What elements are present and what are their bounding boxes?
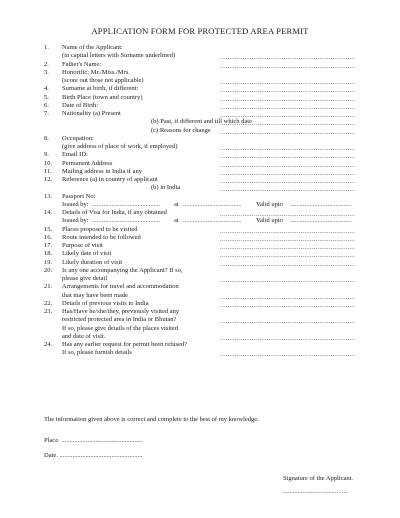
- item-number: 12.: [44, 176, 53, 183]
- form-row: [0, 85, 400, 93]
- item-label: Likely duration of visit: [62, 258, 123, 266]
- item-label: Mailing address in India if any: [62, 167, 142, 175]
- form-row: [0, 209, 400, 217]
- item-label: If so, please give details of the places visited: [62, 324, 179, 332]
- form-row: [0, 242, 400, 250]
- item-number: 8.: [44, 134, 49, 142]
- form-row: [0, 341, 400, 349]
- item-label: Surname at birth, if different:: [62, 85, 139, 93]
- item-label: Reference (a) in country of applicant: [62, 176, 158, 183]
- item-label: Is any one accompanying the Applicant? If so,: [62, 266, 183, 274]
- item-number: 9.: [44, 151, 49, 159]
- form-title: APPLICATION FORM FOR PROTECTED AREA PERMIT: [91, 26, 309, 36]
- item-number: 4.: [44, 85, 49, 93]
- form-row: [0, 226, 400, 234]
- answer-field[interactable]: ........................................................................: [220, 112, 355, 119]
- item-number: 21.: [44, 283, 53, 291]
- item-label: Nationality (a) Present: [62, 110, 121, 117]
- item-label: (give address of place of work, if employed): [62, 143, 178, 150]
- date-field[interactable]: Date. ...................................................: [44, 452, 143, 459]
- form-row: [0, 176, 400, 184]
- item-label: Route intended to be followed: [62, 233, 141, 241]
- form-row: [0, 316, 400, 324]
- answer-field[interactable]: ........................................................................: [220, 120, 355, 128]
- answer-field[interactable]: ........................................................................: [220, 145, 355, 152]
- item-number: 17.: [44, 242, 53, 249]
- form-row: [0, 61, 400, 69]
- answer-field[interactable]: ........................................................................: [220, 334, 355, 342]
- item-number: 6.: [44, 101, 49, 109]
- item-label: restricted protected area in India or Bhutan?: [62, 316, 177, 324]
- item-number: 23.: [44, 308, 53, 315]
- answer-field[interactable]: ........................................................................: [220, 153, 355, 161]
- issue-place-field[interactable]: ....................................: [183, 217, 242, 225]
- item-number: 7.: [44, 110, 49, 117]
- item-number: 11.: [44, 167, 52, 175]
- item-label: Details of Visa for India, if any obtained: [62, 209, 167, 216]
- answer-field[interactable]: ........................................................................: [220, 128, 355, 136]
- answer-field[interactable]: ........................................................................: [220, 252, 355, 260]
- answer-field[interactable]: ........................................................................: [220, 54, 355, 62]
- answer-field[interactable]: ........................................................................: [220, 244, 355, 251]
- place-field[interactable]: Place. ..................................................: [44, 437, 143, 444]
- item-label: Passport No:: [62, 192, 96, 200]
- item-number: 19.: [44, 258, 53, 266]
- form-row: [0, 275, 400, 283]
- item-sub-label: (c) Reasons for change: [151, 126, 211, 134]
- item-label: Places proposed to be visited: [62, 225, 138, 233]
- valid-upto-field[interactable]: ......................................: [290, 217, 352, 225]
- answer-field[interactable]: ........................................................................: [220, 79, 355, 86]
- item-label: (in capital letters with Surname underlined): [62, 52, 176, 60]
- form-row: [0, 94, 400, 102]
- form-row: [0, 135, 400, 143]
- answer-field[interactable]: ........................................................................: [220, 103, 355, 111]
- item-label: Details of previous visits to India: [62, 299, 149, 307]
- item-label: Birth Place (town and country): [62, 93, 143, 101]
- answer-field[interactable]: ........................................................................: [220, 62, 355, 70]
- form-row: [0, 267, 400, 275]
- item-label: Likely date of visit: [62, 250, 112, 258]
- declaration-statement: The information given above is correct and complete to the best of my knowledge.: [44, 416, 259, 423]
- item-label: Permanent Address: [62, 159, 113, 167]
- answer-field[interactable]: ........................................................................: [220, 87, 355, 95]
- valid-upto-label: Valid upto: [256, 200, 283, 208]
- form-row: [0, 308, 400, 316]
- signature-label: Signature of the Applicant.: [283, 475, 354, 482]
- form-row: [0, 160, 400, 168]
- item-number: 3.: [44, 68, 49, 76]
- at-label: at: [174, 217, 179, 225]
- form-row: [0, 292, 400, 300]
- form-row: [0, 193, 400, 201]
- answer-field[interactable]: ........................................................................: [220, 227, 355, 235]
- form-row: [0, 102, 400, 110]
- answer-field[interactable]: ........................................................................: [220, 235, 355, 243]
- form-row: [0, 349, 400, 357]
- signature-field[interactable]: ........................................: [283, 488, 348, 495]
- item-label: Honorific: Mr./Miss./Mrs.: [62, 68, 130, 76]
- at-label: at: [174, 200, 179, 208]
- item-number: 5.: [44, 93, 49, 101]
- answer-field[interactable]: ........................................................................: [220, 277, 355, 284]
- item-number: 20.: [44, 266, 53, 274]
- form-row: [0, 217, 400, 225]
- item-number: 13.: [44, 192, 53, 200]
- item-label: Date of Birth:: [62, 101, 99, 109]
- answer-field[interactable]: ........................................................................: [220, 169, 355, 177]
- form-row: [0, 118, 400, 126]
- item-label: that may have been made: [62, 291, 129, 299]
- form-row: [0, 127, 400, 135]
- item-sub-label: (b) Past, if different and till which date: [151, 118, 252, 126]
- item-number: 10.: [44, 159, 53, 167]
- item-label: Has/Have he/she/they, previously visited any: [62, 308, 180, 315]
- item-number: 24.: [44, 341, 53, 348]
- valid-upto-label: Valid upto: [256, 217, 283, 225]
- item-number: 16.: [44, 233, 53, 241]
- issued-by-field[interactable]: ..........................................: [92, 200, 161, 208]
- valid-upto-field[interactable]: ......................................: [290, 200, 352, 208]
- issued-by-label: Issued by:: [62, 217, 89, 225]
- item-label: and date of visit.: [62, 332, 106, 340]
- answer-field[interactable]: ........................................................................: [220, 351, 355, 359]
- issued-by-field[interactable]: ..........................................: [92, 217, 161, 225]
- answer-field[interactable]: ........................................................................: [220, 186, 355, 194]
- issue-place-field[interactable]: ....................................: [183, 200, 242, 208]
- form-row: [0, 69, 400, 77]
- item-label: Has any earlier request for permit been refused?: [62, 341, 188, 348]
- form-row: [0, 184, 400, 192]
- item-label: Email ID:: [62, 151, 88, 159]
- item-label: Arrangements for travel and accommodation: [62, 283, 179, 291]
- form-row: [0, 143, 400, 151]
- form-row: [0, 44, 400, 52]
- form-row: [0, 110, 400, 118]
- item-label: If so, please furnish details: [62, 349, 132, 357]
- item-label: Father's Name:: [62, 60, 102, 68]
- form-row: [0, 300, 400, 308]
- answer-field[interactable]: ........................................................................: [220, 178, 355, 185]
- item-label: (score out those not applicable): [62, 77, 144, 84]
- answer-field[interactable]: ........................................................................: [220, 293, 355, 301]
- item-sub-label: (b) in India: [151, 184, 181, 192]
- item-number: 18.: [44, 250, 53, 258]
- form-row: [0, 259, 400, 267]
- issued-by-label: Issued by:: [62, 200, 89, 208]
- form-row: [0, 283, 400, 291]
- form-row: [0, 201, 400, 209]
- form-row: [0, 168, 400, 176]
- item-number: 22.: [44, 299, 53, 307]
- item-label: Occupation:: [62, 134, 94, 142]
- answer-field[interactable]: ........................................................................: [220, 95, 355, 103]
- answer-field[interactable]: ........................................................................: [220, 301, 355, 309]
- item-number: 1.: [44, 44, 49, 51]
- answer-field[interactable]: ........................................................................: [220, 211, 355, 218]
- form-row: [0, 151, 400, 159]
- form-row: [0, 250, 400, 258]
- answer-field[interactable]: ........................................................................: [220, 318, 355, 326]
- answer-field[interactable]: ........................................................................: [220, 260, 355, 268]
- form-row: [0, 52, 400, 60]
- item-number: 2.: [44, 60, 49, 68]
- item-number: 14.: [44, 209, 53, 216]
- item-label: Name of the Applicant:: [62, 44, 123, 51]
- item-label: please give detail: [62, 275, 108, 282]
- form-items: [0, 44, 400, 358]
- form-row: [0, 333, 400, 341]
- form-row: [0, 234, 400, 242]
- answer-field[interactable]: ........................................................................: [220, 161, 355, 169]
- item-label: Purpose of visit: [62, 242, 103, 249]
- item-number: 15.: [44, 225, 53, 233]
- form-row: [0, 77, 400, 85]
- form-row: [0, 325, 400, 333]
